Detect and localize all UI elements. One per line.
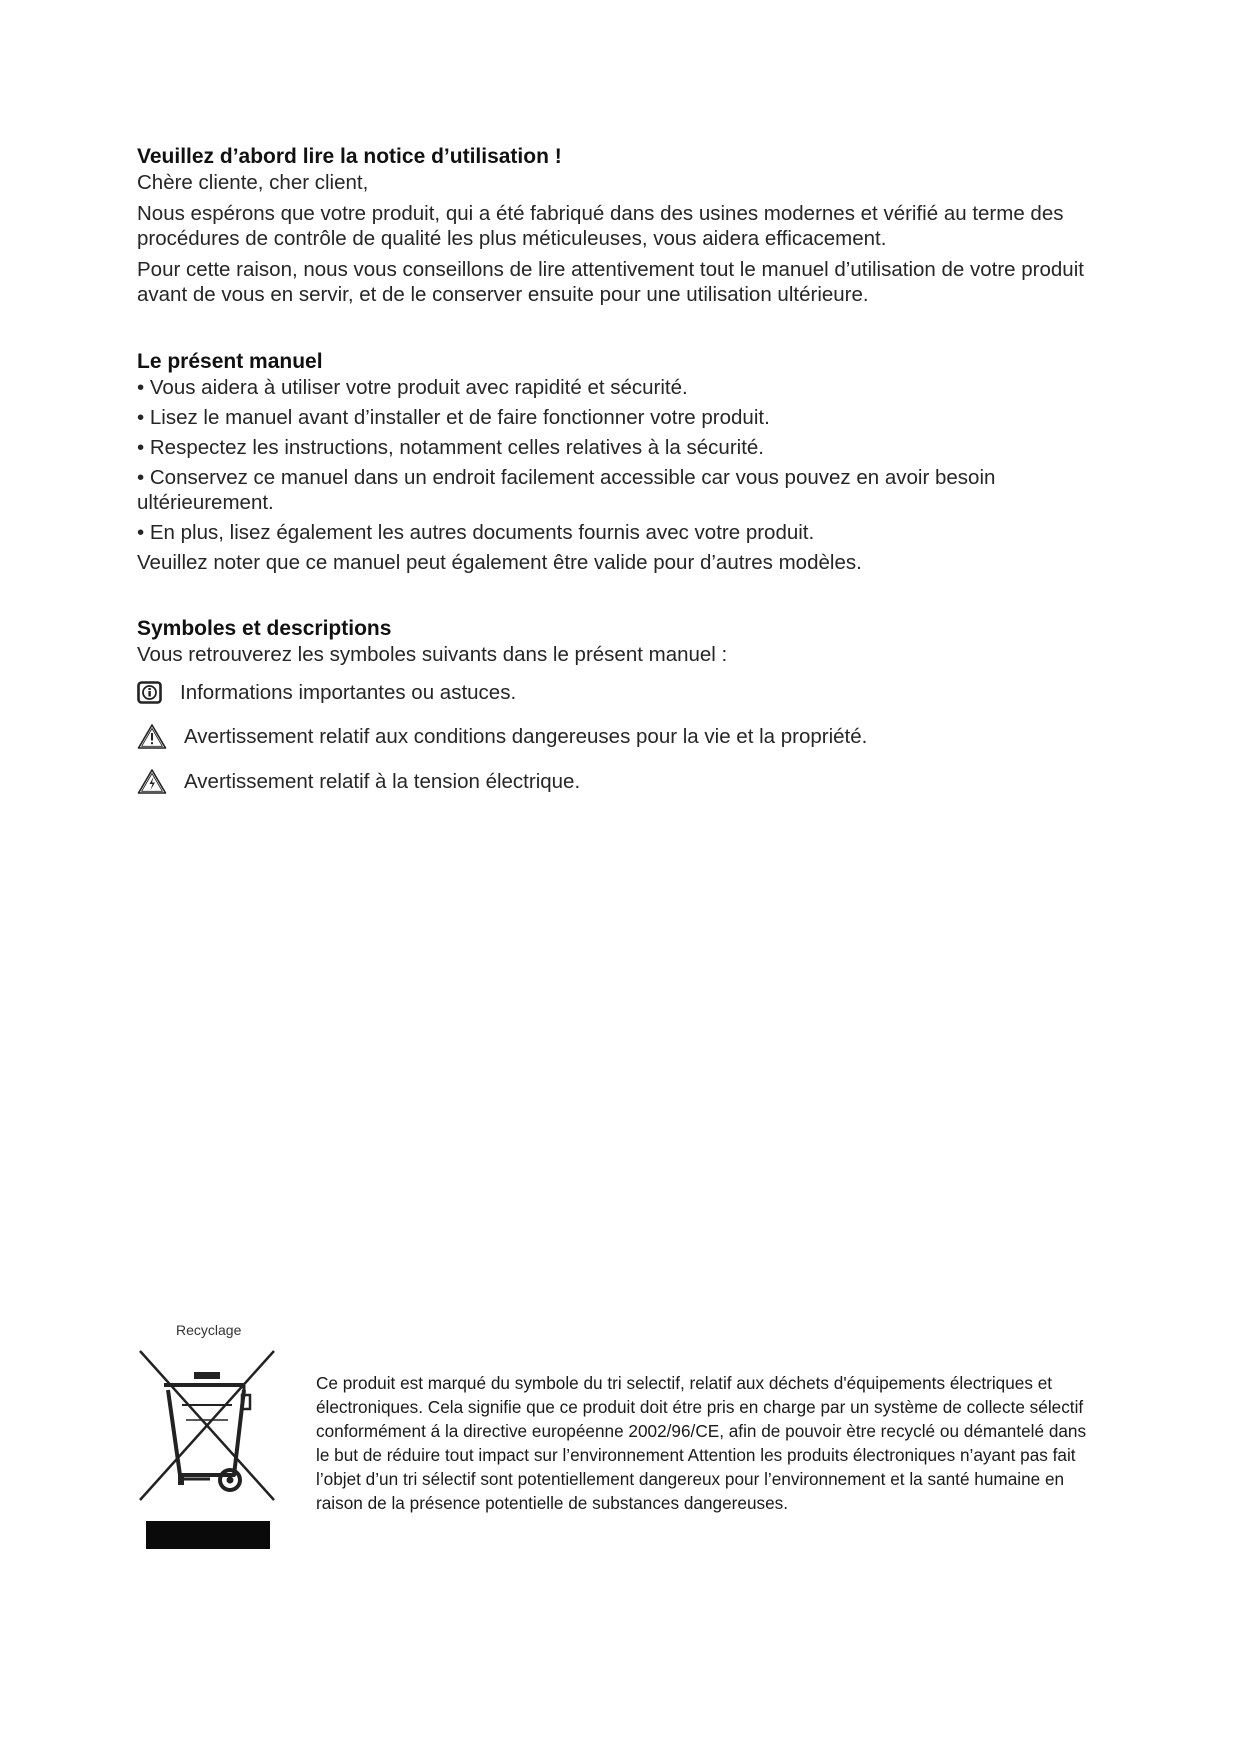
symbol-label-info: Informations importantes ou astuces. bbox=[180, 681, 517, 704]
crossed-out-wheelie-bin-icon bbox=[138, 1345, 278, 1557]
manual-section bbox=[137, 349, 1097, 575]
symbols-heading: Symboles et descriptions bbox=[137, 617, 392, 640]
greeting: Chère cliente, cher client, bbox=[137, 171, 369, 194]
electric-warning-icon bbox=[137, 768, 167, 795]
manual-bullet: • Lisez le manuel avant d’installer et de faire fonctionner votre produit. bbox=[137, 406, 770, 429]
manual-bullet: • Vous aidera à utiliser votre produit avec rapidité et sécurité. bbox=[137, 376, 688, 399]
info-icon bbox=[137, 681, 163, 705]
warning-triangle-icon bbox=[137, 723, 167, 750]
symbol-row-electric bbox=[137, 768, 580, 795]
symbols-section bbox=[137, 616, 1097, 667]
intro-heading: Veuillez d’abord lire la notice d’utilisation ! bbox=[137, 145, 562, 168]
symbol-label-warning: Avertissement relatif aux conditions dangereuses pour la vie et la propriété. bbox=[184, 724, 868, 748]
manual-bullet: • En plus, lisez également les autres documents fournis avec votre produit. bbox=[137, 521, 815, 544]
manual-bullet: • Respectez les instructions, notamment celles relatives à la sécurité. bbox=[137, 436, 765, 459]
manual-heading: Le présent manuel bbox=[137, 350, 323, 373]
intro-paragraph-2: Pour cette raison, nous vous conseillons de lire attentivement tout le manuel d’utilisation de votre produit avant de vous en servir, et de le conserver ensuite pour une utilisation ultérieure. bbox=[137, 258, 1084, 306]
intro-section bbox=[137, 144, 1097, 307]
recycling-notice bbox=[316, 1371, 1096, 1515]
recycling-paragraph: Ce produit est marqué du symbole du tri selectif, relatif aux déchets d'équipements électriques et électroniques. Cela signifie que ce produit doit étre pris en charge par un système de collecte sélectif conformément á la directive européenne 2002/96/CE, afin de pouvoir ètre recyclé ou démantelé dans le but de réduire tout impact sur l’environnement Attention les produits électroniques n’ayant pas fait l’objet d’un tri sélectif sont potentiellement dangereux pour l’environnement et la santé humaine en raison de la présence potentielle de substances dangereuses. bbox=[316, 1373, 1087, 1513]
intro-paragraph-1: Nous espérons que votre produit, qui a été fabriqué dans des usines modernes et vérifié au terme des procédures de contrôle de qualité les plus méticuleuses, vous aidera efficacement. bbox=[137, 202, 1064, 250]
recycling-label: Recyclage bbox=[176, 1322, 242, 1338]
symbol-row-info bbox=[137, 681, 516, 705]
manual-note: Veuillez noter que ce manuel peut également être valide pour d’autres modèles. bbox=[137, 551, 862, 574]
manual-bullet: • Conservez ce manuel dans un endroit facilement accessible car vous pouvez en avoir besoin ultérieurement. bbox=[137, 466, 996, 514]
symbols-intro: Vous retrouverez les symboles suivants dans le présent manuel : bbox=[137, 643, 728, 666]
symbol-row-warning bbox=[137, 723, 867, 750]
symbol-label-electric: Avertissement relatif à la tension électrique. bbox=[184, 769, 581, 793]
